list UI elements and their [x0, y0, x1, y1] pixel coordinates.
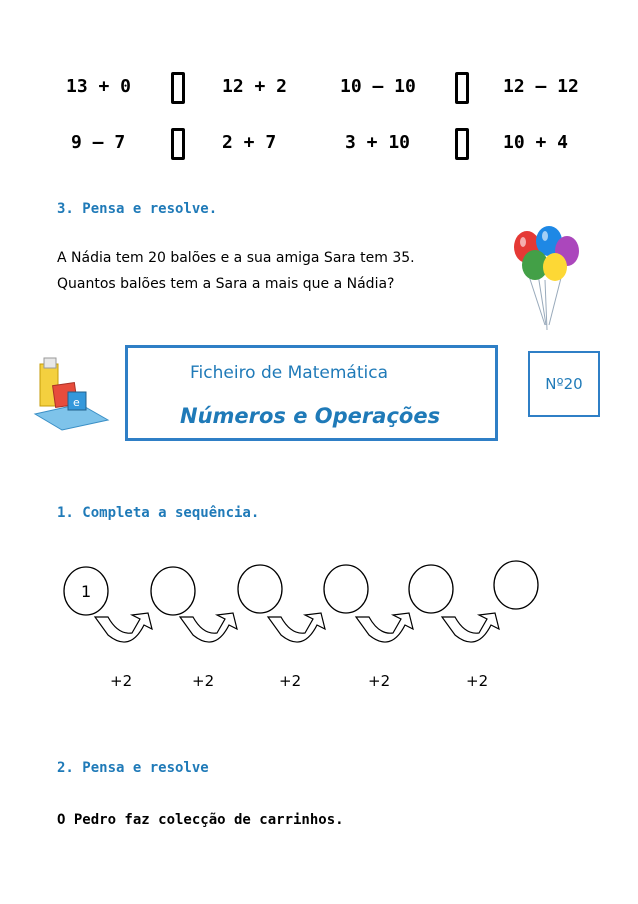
sequence-diagram: [0, 555, 638, 665]
comparison-expression: 9 – 7: [71, 132, 126, 153]
comparison-expression: 2 + 7: [222, 132, 277, 153]
comparison-answer-box[interactable]: [455, 72, 469, 104]
sequence-arrows: [95, 613, 499, 642]
balloons-icon: [505, 225, 585, 335]
sequence-circle: [151, 567, 195, 615]
comparison-expression: 10 + 4: [503, 132, 569, 153]
step-label: +2: [192, 672, 215, 690]
exercise3-line2: Quantos balões tem a Sara a mais que a Nádia?: [57, 276, 395, 292]
comparison-expression: 13 + 0: [66, 76, 132, 97]
exercise2-text: O Pedro faz colecção de carrinhos.: [57, 812, 344, 828]
comparison-expression: 12 – 12: [503, 76, 579, 97]
blocks-icon: [30, 352, 110, 432]
step-label: +2: [368, 672, 391, 690]
step-label: +2: [466, 672, 489, 690]
svg-text:e: e: [73, 396, 80, 409]
sequence-circle: [238, 565, 282, 613]
sequence-circle: [409, 565, 453, 613]
sequence-circle: [324, 565, 368, 613]
comparison-expression: 3 + 10: [345, 132, 411, 153]
exercise1-heading: 1. Completa a sequência.: [57, 505, 260, 521]
sequence-circle: [494, 561, 538, 609]
exercise3-line1: A Nádia tem 20 balões e a sua amiga Sara tem 35.: [57, 250, 415, 266]
comparison-answer-box[interactable]: [171, 128, 185, 160]
title-line1: Ficheiro de Matemática: [190, 363, 388, 383]
comparison-answer-box[interactable]: [171, 72, 185, 104]
comparison-expression: 10 – 10: [340, 76, 416, 97]
step-label: +2: [279, 672, 302, 690]
sequence-start-value: 1: [81, 582, 92, 601]
comparison-expression: 12 + 2: [222, 76, 288, 97]
step-label: +2: [110, 672, 133, 690]
exercise2-heading: 2. Pensa e resolve: [57, 760, 209, 776]
title-line2: Números e Operações: [180, 404, 441, 428]
title-box: [125, 345, 498, 441]
exercise3-heading: 3. Pensa e resolve.: [57, 201, 218, 217]
comparison-answer-box[interactable]: [455, 128, 469, 160]
number-badge: Nº20: [528, 351, 600, 417]
